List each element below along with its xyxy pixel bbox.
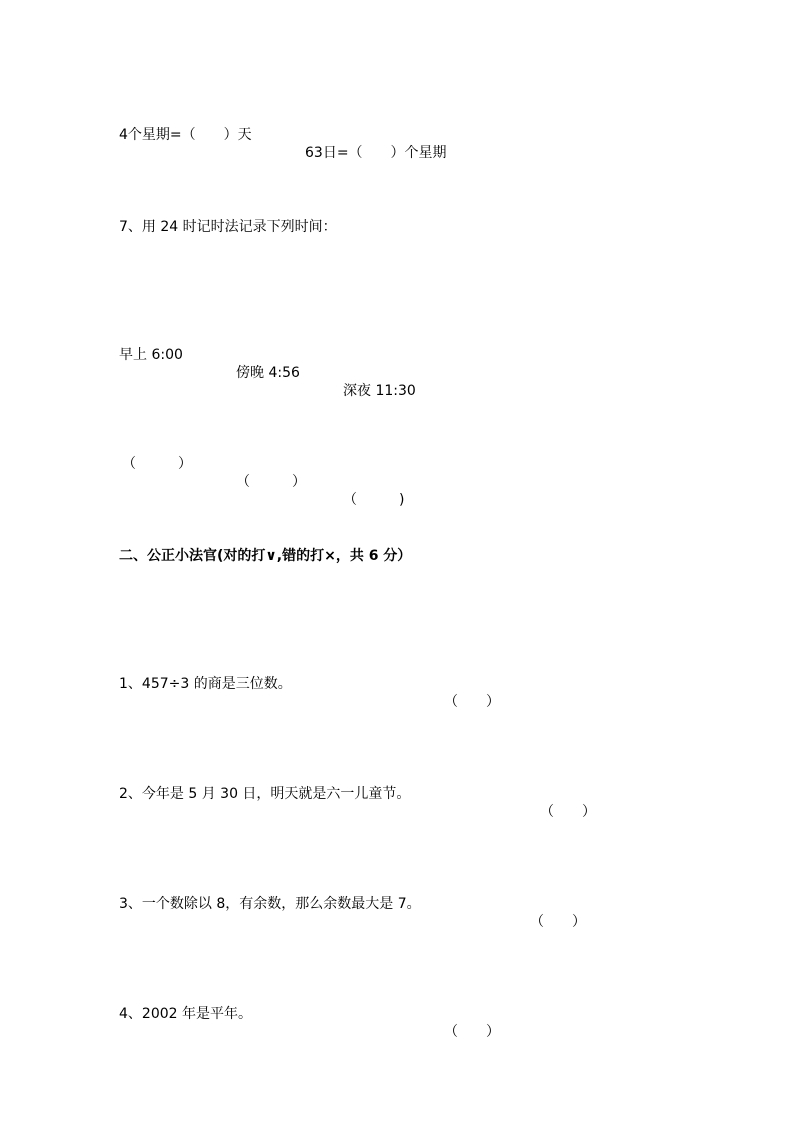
answer-blank[interactable]: （ ） (540, 804, 596, 820)
answer-blank[interactable]: （ ） (444, 1024, 500, 1040)
weeks-to-days-question: 4个星期=（ ）天 (119, 127, 252, 143)
answer-blank-night[interactable]: （ ) (343, 492, 405, 508)
judgement-question-3 (0, 877, 794, 930)
question-text: 1、457÷3 的商是三位数。 (119, 676, 292, 692)
section-2-heading: 二、公正小法官(对的打∨,错的打×，共 6 分） (119, 548, 412, 564)
answer-blank-morning[interactable]: （ ） (122, 456, 192, 472)
question-text: 3、一个数除以 8，有余数，那么余数最大是 7。 (119, 896, 421, 912)
judgement-question-1 (0, 657, 794, 710)
time-dusk: 傍晚 4:56 (236, 365, 300, 381)
answer-blank-row (0, 437, 794, 508)
answer-blank[interactable]: （ ） (444, 694, 500, 710)
question-text: 2、今年是 5 月 30 日，明天就是六一儿童节。 (119, 786, 411, 802)
judgement-question-2 (0, 767, 794, 820)
answer-blank[interactable]: （ ） (530, 914, 586, 930)
question-7-title: 7、用 24 时记时法记录下列时间： (119, 219, 337, 235)
conversion-row (0, 108, 794, 161)
answer-blank-dusk[interactable]: （ ） (236, 474, 306, 490)
judgement-question-4 (0, 987, 794, 1040)
time-night: 深夜 11:30 (343, 383, 416, 399)
time-list-row (0, 328, 794, 399)
question-text: 4、2002 年是平年。 (119, 1006, 252, 1022)
days-to-weeks-question: 63日=（ ）个星期 (305, 145, 447, 161)
time-morning: 早上 6:00 (119, 347, 183, 363)
